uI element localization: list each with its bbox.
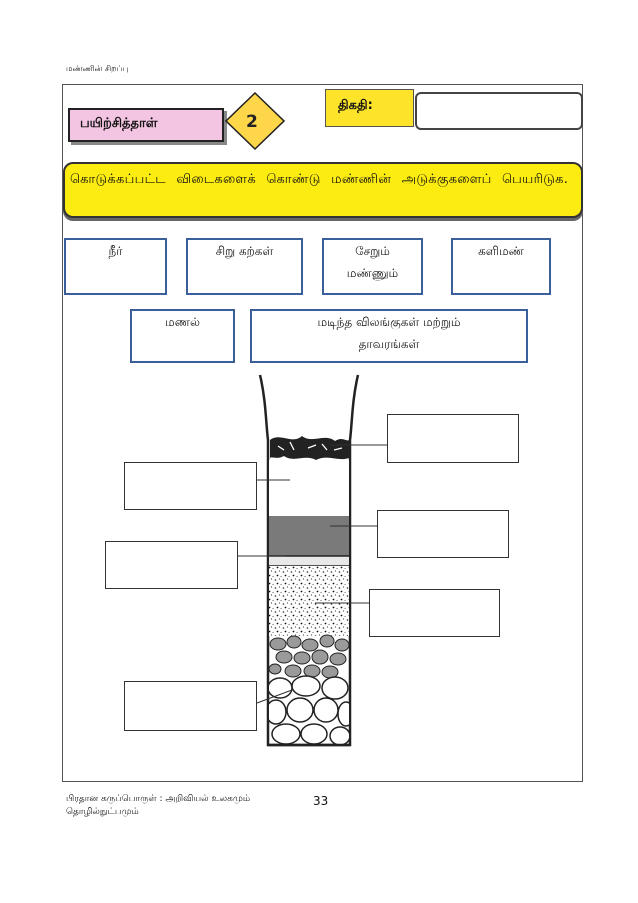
exercise-label: பயிற்சித்தாள் xyxy=(80,116,158,131)
date-label: திகதி: xyxy=(338,98,373,113)
word-bank-label-line1: சேறும் xyxy=(355,244,390,258)
instruction-text: கொடுக்கப்பட்ட விடைகளைக் கொண்டு மண்ணின் அடுக்குகளைப் பெயரிடுக. xyxy=(70,172,569,187)
answer-box-organic-layer[interactable] xyxy=(387,414,519,463)
footer-line1: பிரதான கருப்பொருள் : அறிவியல் உலகமும் xyxy=(66,794,251,804)
answer-box-mud-layer[interactable] xyxy=(105,541,238,589)
word-bank-label: நீர் xyxy=(108,244,123,258)
word-bank-label-line2: தாவரங்கள் xyxy=(358,337,420,351)
page-number: 33 xyxy=(313,794,329,808)
word-bank-label-line2: மண்ணும் xyxy=(346,266,399,280)
answer-box-sand-layer[interactable] xyxy=(369,589,500,637)
word-bank-label: சிறு கற்கள் xyxy=(215,244,274,258)
answer-box-clay-layer[interactable] xyxy=(377,510,509,558)
word-bank-label: மணல் xyxy=(165,315,200,329)
answer-box-gravel-layer[interactable] xyxy=(124,681,257,731)
answer-box-water-layer[interactable] xyxy=(124,462,257,510)
word-bank-label: களிமண் xyxy=(478,244,524,258)
page-header-title: மண்ணின் சிறப்பு xyxy=(66,64,129,73)
exercise-number: 2 xyxy=(246,112,258,132)
footer-line2: தொழில்நுட்பமும் xyxy=(66,807,139,817)
footer-theme xyxy=(66,793,250,819)
word-bank-label-line1: மடிந்த விலங்குகள் மற்றும் xyxy=(317,315,461,329)
